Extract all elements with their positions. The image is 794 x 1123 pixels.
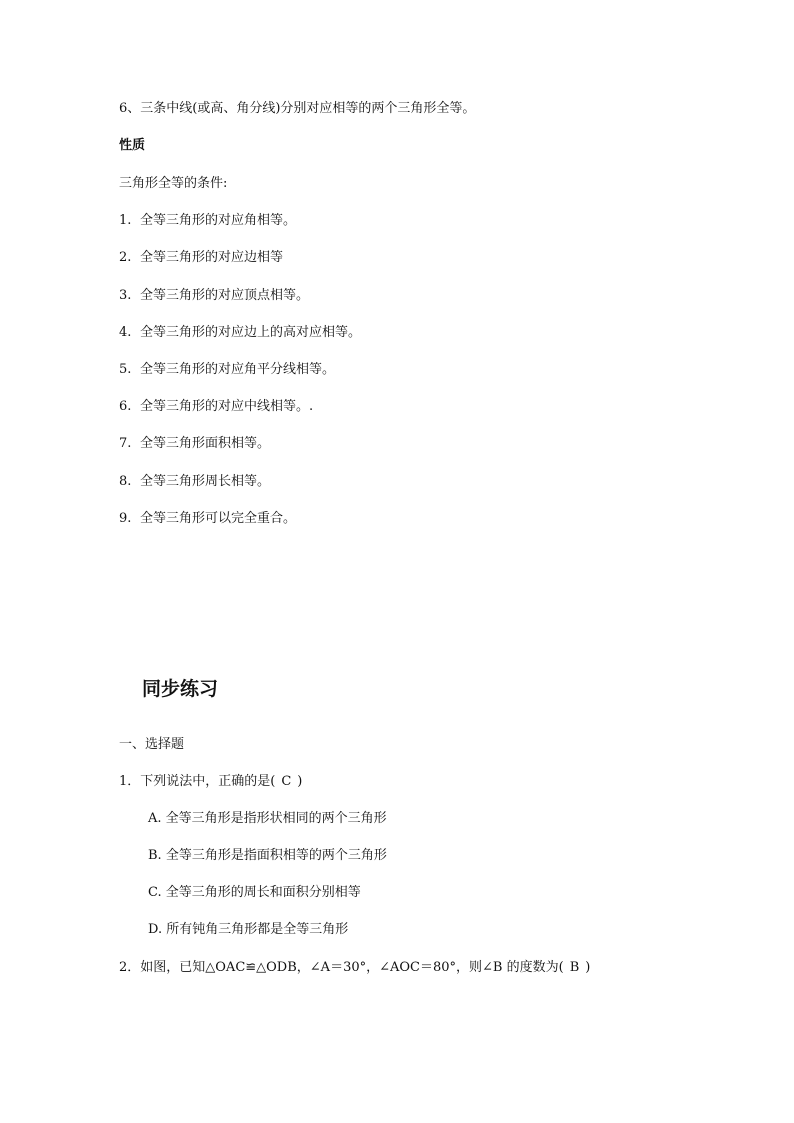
list-item <box>119 473 270 491</box>
list-item <box>119 435 270 453</box>
option-a: A. 全等三角形是指形状相同的两个三角形 <box>148 811 387 826</box>
list-item <box>119 287 309 305</box>
question-stem: 2．如图，已知△OAC≌△ODB，∠A＝30°，∠AOC＝80°，则∠B 的度数为( <box>119 960 564 975</box>
question-2 <box>119 959 590 977</box>
option-b: B. 全等三角形是指面积相等的两个三角形 <box>148 848 387 863</box>
list-item-number: 4. <box>119 325 132 340</box>
list-item-text: 全等三角形的对应顶点相等。 <box>140 288 310 303</box>
list-item-number: 6. <box>119 399 132 414</box>
property-intro: 三角形全等的条件: <box>119 176 228 191</box>
question-stem: 1．下列说法中，正确的是( <box>119 774 276 789</box>
question-close: ) <box>585 960 591 975</box>
list-item-text: 全等三角形的对应边相等 <box>140 250 284 265</box>
list-item-number: 3. <box>119 288 132 303</box>
option-d: D. 所有钝角三角形都是全等三角形 <box>148 922 349 937</box>
list-item-number: 5. <box>119 362 132 377</box>
list-item-text: 全等三角形的对应中线相等。. <box>140 399 314 414</box>
list-item-number: 8. <box>119 474 132 489</box>
list-item <box>119 324 361 342</box>
list-item <box>119 398 313 416</box>
list-item-text: 全等三角形的对应边上的高对应相等。 <box>140 325 362 340</box>
list-item-text: 全等三角形可以完全重合。 <box>140 511 297 526</box>
list-item <box>119 361 335 379</box>
question-1 <box>119 773 302 791</box>
practice-heading: 同步练习 <box>142 678 219 700</box>
list-item-text: 全等三角形周长相等。 <box>140 474 271 489</box>
list-item-text: 全等三角形的对应角平分线相等。 <box>140 362 336 377</box>
intro-line: 6、三条中线(或高、角分线)分别对应相等的两个三角形全等。 <box>119 101 476 116</box>
property-heading: 性质 <box>119 138 146 153</box>
list-item-number: 7. <box>119 436 132 451</box>
answer-letter: C <box>281 774 292 789</box>
list-item <box>119 212 296 230</box>
list-item-number: 1. <box>119 213 132 228</box>
list-item-text: 全等三角形的对应角相等。 <box>140 213 297 228</box>
question-close: ) <box>297 774 303 789</box>
list-item-text: 全等三角形面积相等。 <box>140 436 271 451</box>
list-item-number: 9. <box>119 511 132 526</box>
list-item <box>119 510 296 528</box>
list-item-number: 2. <box>119 250 132 265</box>
answer-letter: B <box>569 960 580 975</box>
list-item <box>119 249 283 267</box>
option-c: C. 全等三角形的周长和面积分别相等 <box>148 885 361 900</box>
section-title: 一、选择题 <box>119 737 185 752</box>
